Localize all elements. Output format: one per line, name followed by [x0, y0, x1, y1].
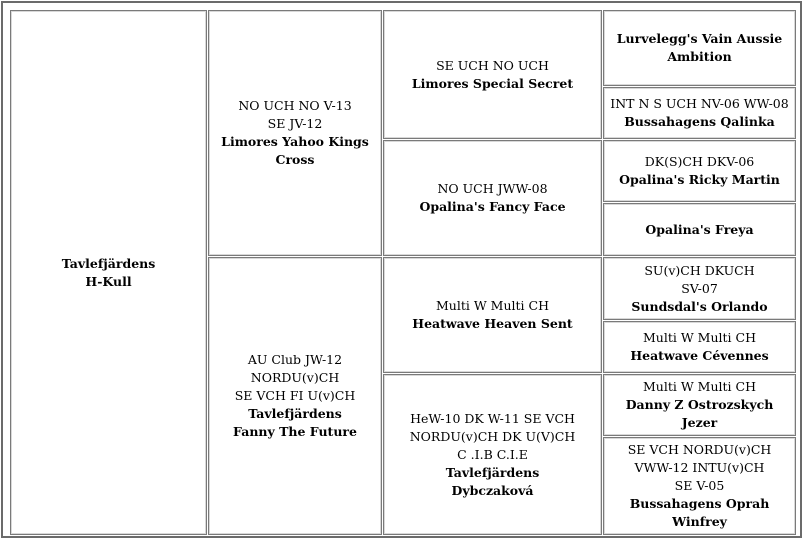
sire-name-line-2: Cross — [275, 152, 315, 167]
ggp-ddd-name-line-1: Bussahagens Oprah — [629, 496, 770, 511]
gp-sd-title-1: NO UCH JWW-08 — [437, 181, 548, 196]
gp-dd-title-2: NORDU(v)CH DK U(V)CH — [409, 428, 576, 444]
sire-title-2: SE JV-12 — [267, 116, 323, 131]
ggp-dds-cell — [603, 374, 796, 436]
ggp-ddd-cell — [603, 437, 796, 535]
pedigree-table — [1, 1, 802, 538]
ggp-ssd-name: Bussahagens Qalinka — [624, 114, 775, 129]
ggp-sdd-cell — [603, 203, 796, 256]
ggp-sss-name-line-1: Lurvelegg's Vain Aussie — [616, 31, 783, 46]
subject-name-line-1: Tavlefjärdens — [61, 255, 156, 271]
gp-ss-name: Limores Special Secret — [411, 75, 574, 91]
ggp-dss-cell — [603, 257, 796, 320]
ggp-ddd-name-line-2: Winfrey — [672, 514, 727, 529]
ggp-ddd-title-1: SE VCH NORDU(v)CH — [627, 442, 772, 457]
gp-dd-title-3: C .I.B C.I.E — [457, 446, 528, 462]
dam-title-1: AU Club JW-12 — [247, 352, 343, 367]
dam-title-3: SE VCH FI U(v)CH — [234, 388, 356, 403]
ggp-ddd-title-3: SE V-05 — [674, 478, 725, 493]
sire-cell — [208, 10, 382, 256]
ggp-dds-title-1: Multi W Multi CH — [643, 379, 756, 394]
gp-sd-name: Opalina's Fancy Face — [419, 199, 566, 214]
dam-cell — [208, 257, 382, 535]
ggp-ssd-cell — [603, 87, 796, 139]
ggp-dsd-name: Heatwave Cévennes — [630, 348, 769, 363]
ggp-dsd-cell — [603, 321, 796, 373]
gp-ds-name: Heatwave Heaven Sent — [412, 316, 573, 331]
sire-name-line-1: Limores Yahoo Kings — [221, 134, 369, 149]
granddam-sire-side-cell — [383, 140, 602, 256]
subject-cell — [10, 10, 207, 535]
ggp-sss-name-line-2: Ambition — [667, 49, 732, 64]
dam-name-line-2: Fanny The Future — [233, 424, 357, 439]
gp-ds-title-1: Multi W Multi CH — [436, 298, 549, 313]
ggp-dds-name-line-2: Jezer — [681, 415, 718, 430]
dam-title-2: NORDU(v)CH — [250, 370, 340, 385]
subject-name-line-2: H-Kull — [85, 273, 132, 289]
ggp-dsd-title-1: Multi W Multi CH — [643, 330, 756, 345]
ggp-sss-cell — [603, 10, 796, 86]
sire-title-1: NO UCH NO V-13 — [238, 98, 352, 113]
ggp-dss-title-1: SU(v)CH DKUCH — [644, 262, 755, 278]
grandsire-dam-side-cell — [383, 257, 602, 373]
ggp-dss-title-2: SV-07 — [681, 280, 718, 296]
gp-ss-title-1: SE UCH NO UCH — [436, 57, 549, 73]
granddam-dam-side-cell — [383, 374, 602, 535]
ggp-dds-name-line-1: Danny Z Ostrozskych — [625, 397, 774, 412]
grandsire-sire-side-cell — [383, 10, 602, 139]
ggp-dss-name: Sundsdal's Orlando — [631, 298, 768, 314]
ggp-ssd-title-1: INT N S UCH NV-06 WW-08 — [610, 96, 789, 111]
dam-name-line-1: Tavlefjärdens — [248, 406, 342, 421]
ggp-sds-title-1: DK(S)CH DKV-06 — [644, 154, 755, 169]
ggp-sds-name: Opalina's Ricky Martin — [619, 172, 780, 187]
ggp-sdd-name: Opalina's Freya — [645, 221, 754, 237]
gp-dd-name-line-2: Dybczaková — [451, 482, 534, 498]
gp-dd-name-line-1: Tavlefjärdens — [445, 464, 540, 480]
ggp-ddd-title-2: VWW-12 INTU(v)CH — [634, 460, 765, 475]
gp-dd-title-1: HeW-10 DK W-11 SE VCH — [410, 410, 575, 426]
ggp-sds-cell — [603, 140, 796, 202]
